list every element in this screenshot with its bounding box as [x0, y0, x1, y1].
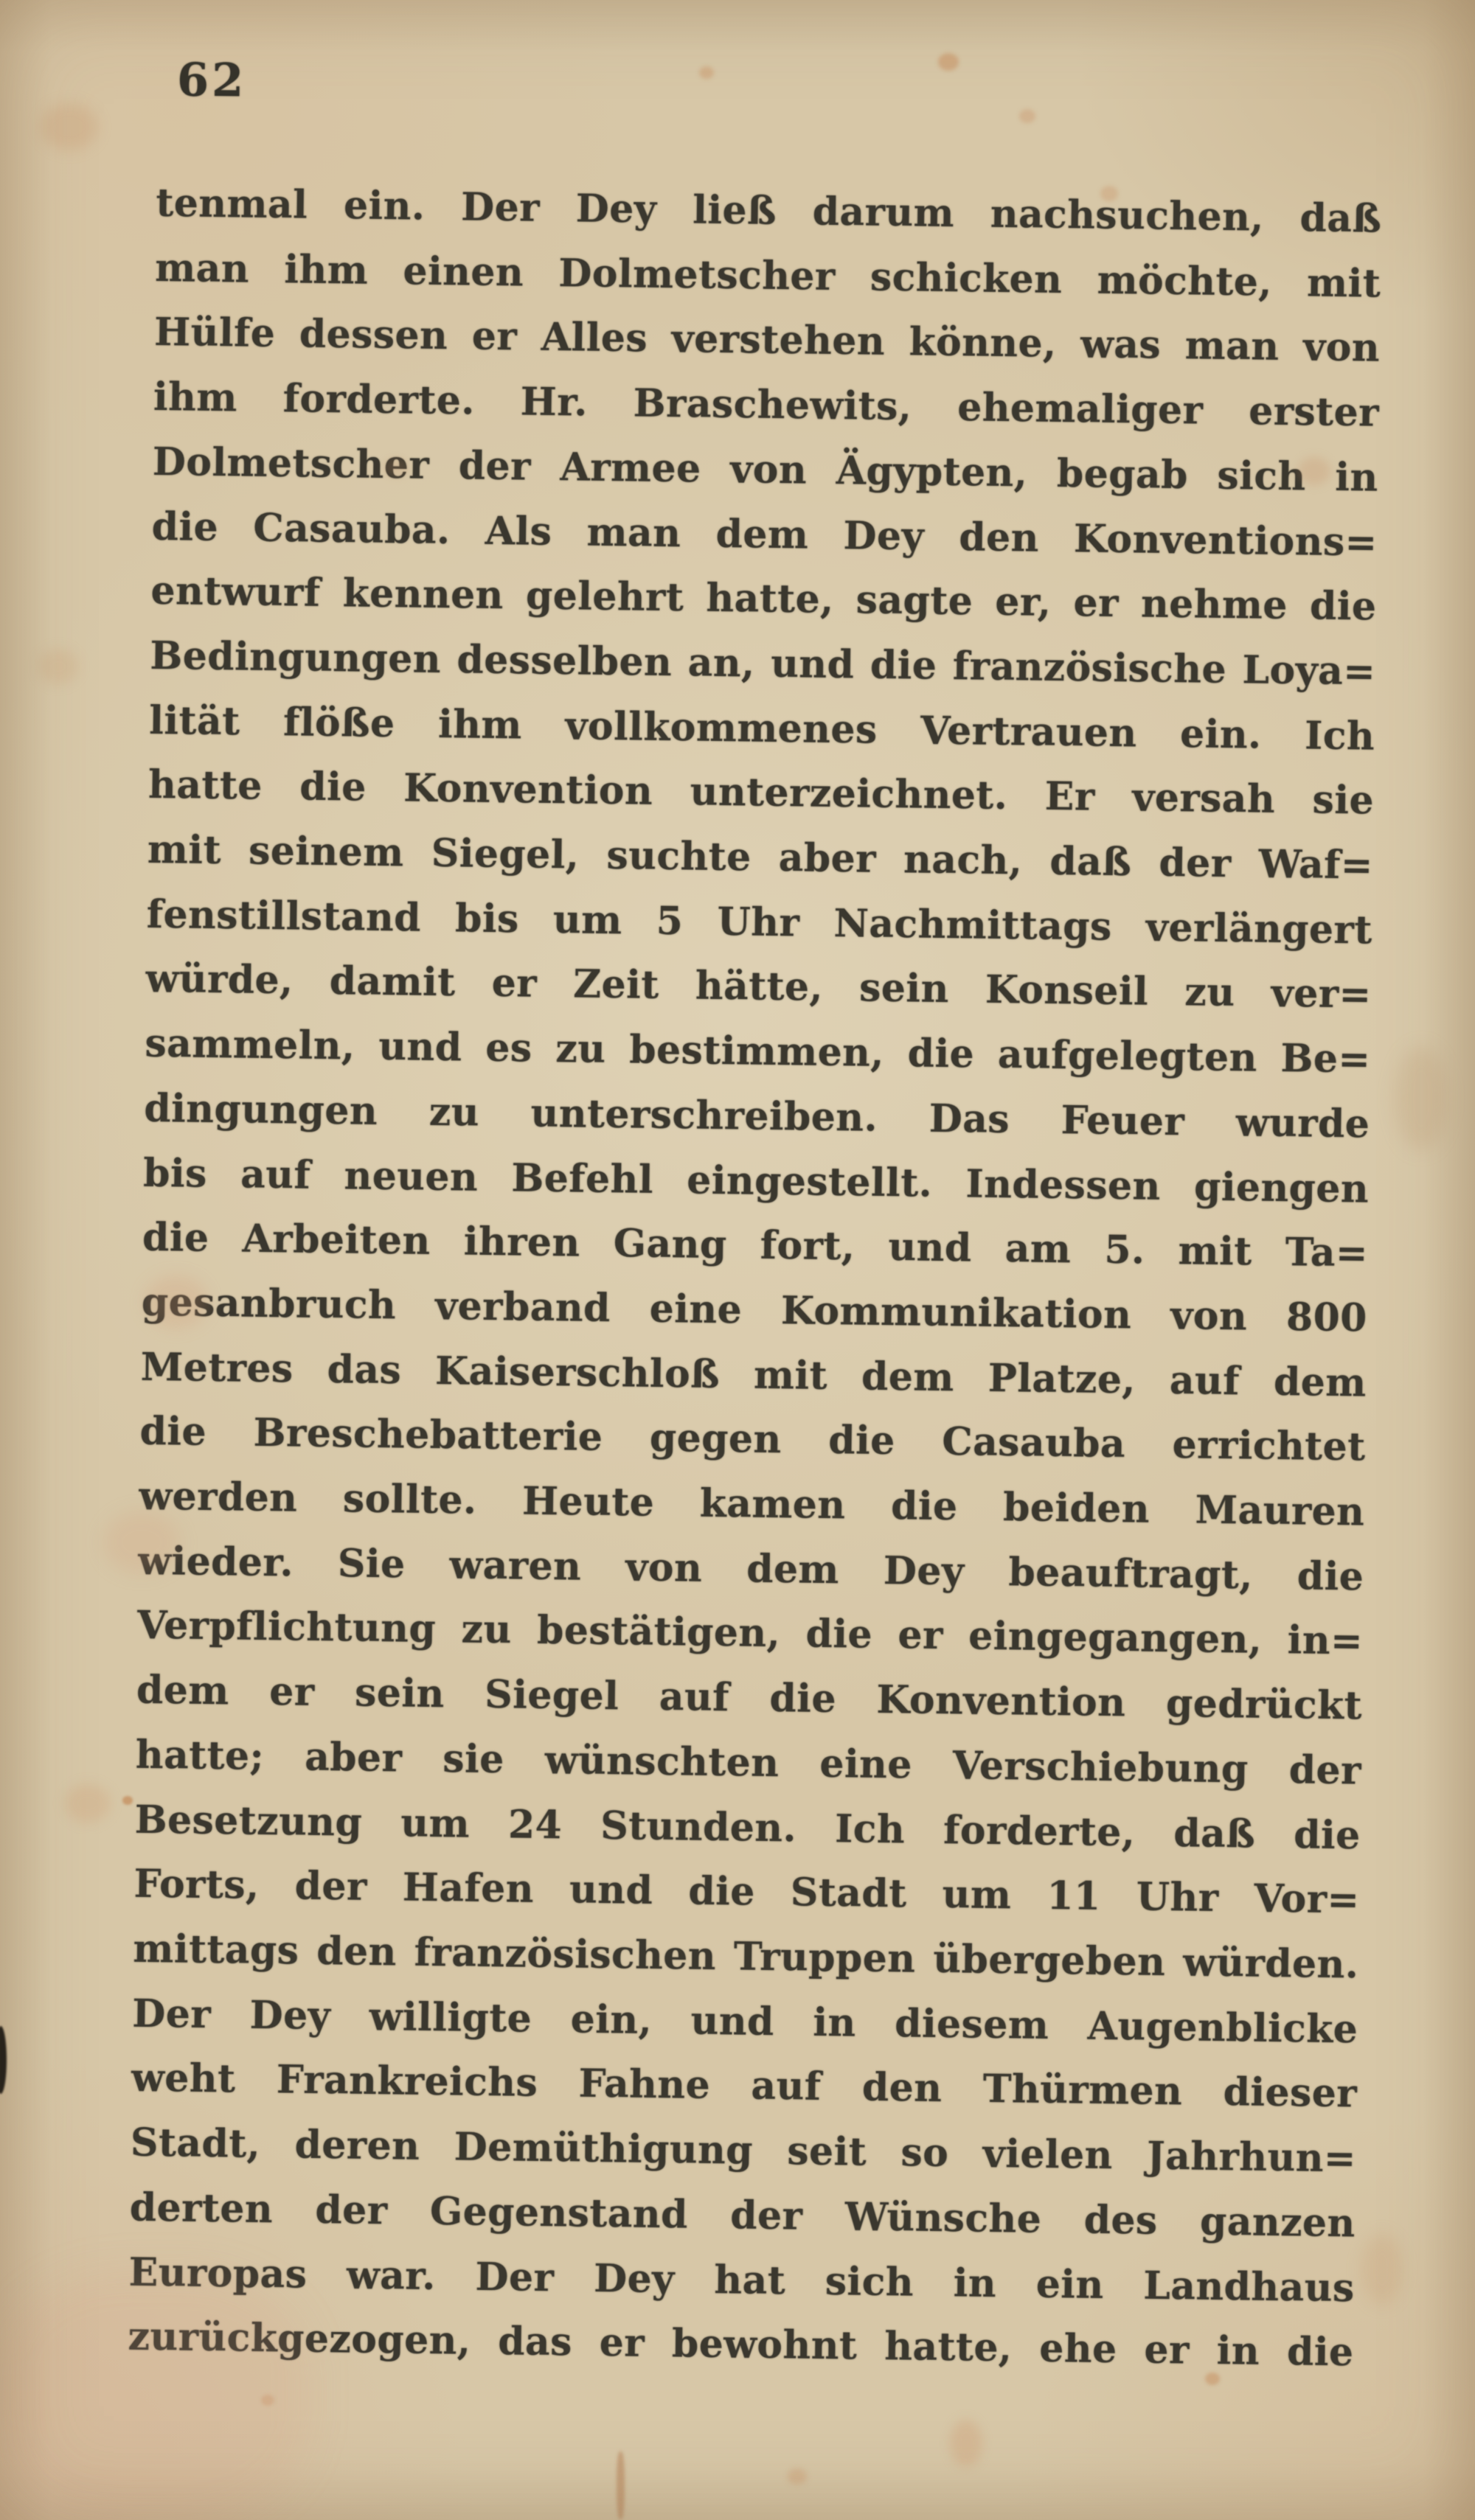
ink-edge-mark	[0, 2026, 7, 2094]
text-line: ihm forderte. Hr. Braschewits, ehemaliger erster	[153, 375, 1380, 436]
foxing-stain	[950, 2420, 982, 2467]
foxing-stain	[617, 2451, 625, 2519]
foxing-stain	[1361, 2234, 1403, 2305]
foxing-stain	[1019, 109, 1035, 123]
text-line: dingungen zu unterschreiben. Das Feuer wurde	[143, 1085, 1370, 1147]
text-line: Dolmetscher der Armee von Ägypten, begab sich in	[152, 439, 1379, 501]
text-line: die Casauba. Als man dem Dey den Konventions=	[151, 504, 1378, 565]
text-line: fenstillstand bis um 5 Uhr Nachmittags verlängert	[146, 891, 1373, 953]
text-line: dem er sein Siegel auf die Konvention gedrückt	[136, 1667, 1363, 1729]
foxing-stain	[41, 103, 98, 150]
text-line: zurückgezogen, das er bewohnt hatte, ehe er in die	[128, 2314, 1354, 2375]
foxing-stain	[261, 2395, 274, 2406]
text-line: gesanbruch verband eine Kommunikation von 800	[141, 1279, 1368, 1341]
text-line: Bedingungen desselben an, und die französische Loya=	[149, 633, 1376, 695]
text-line: Verpflichtung zu bestätigen, die er eingegangen, in=	[136, 1603, 1364, 1665]
text-line: bis auf neuen Befehl eingestellt. Indessen giengen	[142, 1150, 1370, 1212]
text-line: Europas war. Der Dey hat sich in ein Landhaus	[128, 2249, 1355, 2311]
text-line: sammeln, und es zu bestimmen, die aufgelegten Be=	[145, 1021, 1371, 1082]
foxing-stain	[1395, 1047, 1447, 1150]
foxing-stain	[699, 66, 714, 79]
body-text	[128, 171, 1382, 2385]
foxing-stain	[938, 53, 959, 71]
text-line: hatte; aber sie wünschten eine Verschiebung der	[135, 1732, 1362, 1794]
text-line: man ihm einen Dolmetscher schicken möchte, mit	[154, 245, 1381, 307]
text-line: derten der Gegenstand der Wünsche des ganzen	[129, 2185, 1356, 2246]
text-line: mittags den französischen Truppen übergeben würden.	[133, 1926, 1359, 1988]
text-line: Metres das Kaiserschloß mit dem Platze, auf dem	[140, 1344, 1367, 1406]
text-line: lität flöße ihm vollkommenes Vertrauen ein. Ich	[148, 697, 1375, 759]
text-line: mit seinem Siegel, suchte aber nach, daß der Waf=	[147, 826, 1374, 888]
foxing-stain	[122, 1796, 133, 1805]
page-number: 62	[176, 52, 247, 108]
text-line: entwurf kennen gelehrt hatte, sagte er, er nehme die	[150, 568, 1377, 630]
text-line: Forts, der Hafen und die Stadt um 11 Uhr Vor=	[133, 1862, 1360, 1923]
text-line: die Breschebatterie gegen die Casauba errichtet	[139, 1409, 1366, 1470]
text-line: werden sollte. Heute kamen die beiden Mauren	[139, 1473, 1365, 1535]
text-line: Stadt, deren Demüthigung seit so vielen Jahrhun=	[130, 2120, 1357, 2182]
foxing-stain	[38, 649, 78, 684]
text-line: wieder. Sie waren von dem Dey beauftragt, die	[137, 1538, 1364, 1600]
text-line: weht Frankreichs Fahne auf den Thürmen dieser	[131, 2056, 1358, 2117]
text-line: die Arbeiten ihren Gang fort, und am 5. mit Ta=	[142, 1215, 1369, 1276]
foxing-stain	[788, 2468, 807, 2485]
foxing-stain	[65, 1784, 111, 1823]
text-line: würde, damit er Zeit hätte, sein Konseil zu ver=	[145, 956, 1372, 1018]
text-line: tenmal ein. Der Dey ließ darum nachsuchen, daß	[156, 180, 1382, 242]
text-line: hatte die Konvention unterzeichnet. Er versah sie	[148, 762, 1375, 824]
text-line: Der Dey willigte ein, und in diesem Augenblicke	[131, 1991, 1358, 2053]
text-line: Besetzung um 24 Stunden. Ich forderte, daß die	[134, 1797, 1361, 1859]
text-line: Hülfe dessen er Alles verstehen könne, was man von	[153, 310, 1381, 372]
